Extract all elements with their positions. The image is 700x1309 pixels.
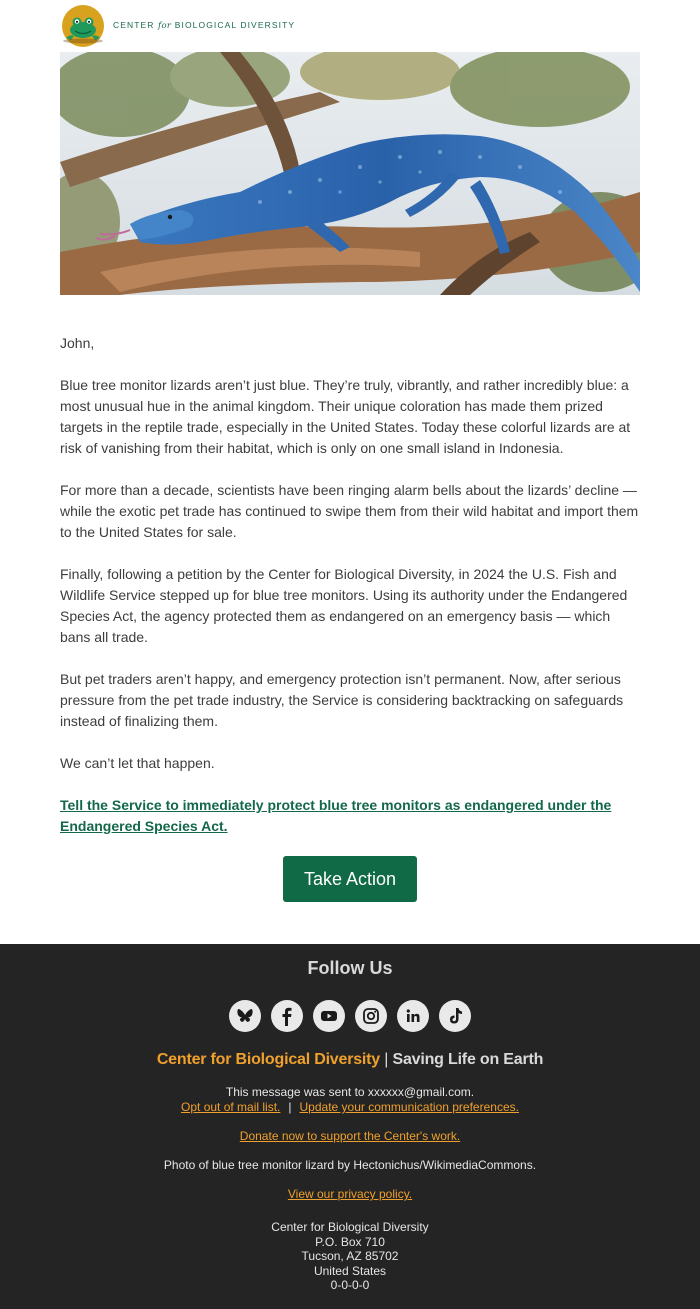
- paragraph-3: Finally, following a petition by the Center for Biological Diversity, in 2024 the U.S. Fish and Wildlife Service stepped up for blue tree monitors. Using its authority under the Endangered Species Act, the agency protected them as endangered on an emergency basis — which bans all trade.: [60, 566, 628, 645]
- links-separator: |: [288, 1100, 292, 1114]
- email-footer: [0, 944, 700, 1309]
- address-line: United States: [313, 1263, 387, 1278]
- frog-logo-icon[interactable]: [60, 5, 106, 47]
- org-tagline: [0, 1051, 700, 1069]
- logo-wordmark[interactable]: [113, 20, 295, 31]
- paragraph-2: For more than a decade, scientists have been ringing alarm bells about the lizards’ decline — while the exotic pet trade has continued to swipe them from their wild habitat and import them to the United States for sale.: [60, 482, 639, 540]
- tiktok-icon[interactable]: [439, 1000, 471, 1032]
- org-separator: |: [384, 1051, 389, 1068]
- facebook-icon[interactable]: [271, 1000, 303, 1032]
- cta-paragraph: [60, 795, 640, 837]
- social-icons-row: [229, 1000, 471, 1032]
- org-name[interactable]: Center for Biological Diversity: [156, 1051, 381, 1068]
- youtube-icon[interactable]: [313, 1000, 345, 1032]
- logo-text-for: for: [158, 21, 172, 31]
- preferences-links: [0, 1100, 700, 1115]
- paragraph-4: But pet traders aren’t happy, and emergency protection isn’t permanent. Now, after serious pressure from the pet trade industry, the Service is considering backtracking on safeguards instead of finalizing them.: [60, 671, 624, 729]
- address-line: P.O. Box 710: [315, 1234, 385, 1249]
- update-preferences-link[interactable]: Update your communication preferences.: [299, 1100, 519, 1114]
- paragraph-1: Blue tree monitor lizards aren’t just blue. They’re truly, vibrantly, and rather incredibly blue: a most unusual hue in the animal kingdom. Their unique coloration has made them prized targets in the reptile trade, especially in the United States. Today these colorful lizards are at risk of vanishing from their habitat, which is only on one small island in Indonesia.: [60, 377, 631, 456]
- logo-text-center: CENTER: [113, 20, 155, 30]
- follow-us-heading: Follow Us: [307, 958, 393, 978]
- linkedin-icon[interactable]: [397, 1000, 429, 1032]
- address-line: Center for Biological Diversity: [271, 1220, 429, 1234]
- email-container: [60, 0, 640, 902]
- donate-link[interactable]: Donate now to support the Center's work.: [239, 1129, 461, 1143]
- greeting: John,: [60, 335, 95, 351]
- logo-text-biodiv: BIOLOGICAL DIVERSITY: [174, 20, 296, 30]
- address-line: Tucson, AZ 85702: [301, 1249, 399, 1263]
- opt-out-link[interactable]: Opt out of mail list.: [181, 1100, 281, 1114]
- donate-row: [0, 1129, 700, 1144]
- sent-to-text: This message was sent to xxxxxx@gmail.com.: [225, 1085, 475, 1099]
- instagram-icon[interactable]: [355, 1000, 387, 1032]
- address-line: 0-0-0-0: [330, 1278, 370, 1292]
- email-header: [60, 0, 640, 52]
- take-action-link[interactable]: Tell the Service to immediately protect blue tree monitors as endangered under the Endangered Species Act.: [60, 797, 612, 834]
- take-action-button[interactable]: Take Action: [283, 856, 417, 902]
- photo-credit: Photo of blue tree monitor lizard by Hectonichus/WikimediaCommons.: [163, 1158, 537, 1172]
- paragraph-5: We can’t let that happen.: [60, 755, 215, 771]
- bluesky-icon[interactable]: [229, 1000, 261, 1032]
- privacy-policy-link[interactable]: View our privacy policy.: [287, 1187, 413, 1201]
- privacy-row: [0, 1187, 700, 1202]
- tagline: Saving Life on Earth: [392, 1051, 544, 1068]
- mailing-address: [0, 1220, 700, 1293]
- hero-lizard-photo[interactable]: [60, 52, 640, 295]
- button-row: [60, 856, 640, 902]
- email-body: [60, 295, 640, 902]
